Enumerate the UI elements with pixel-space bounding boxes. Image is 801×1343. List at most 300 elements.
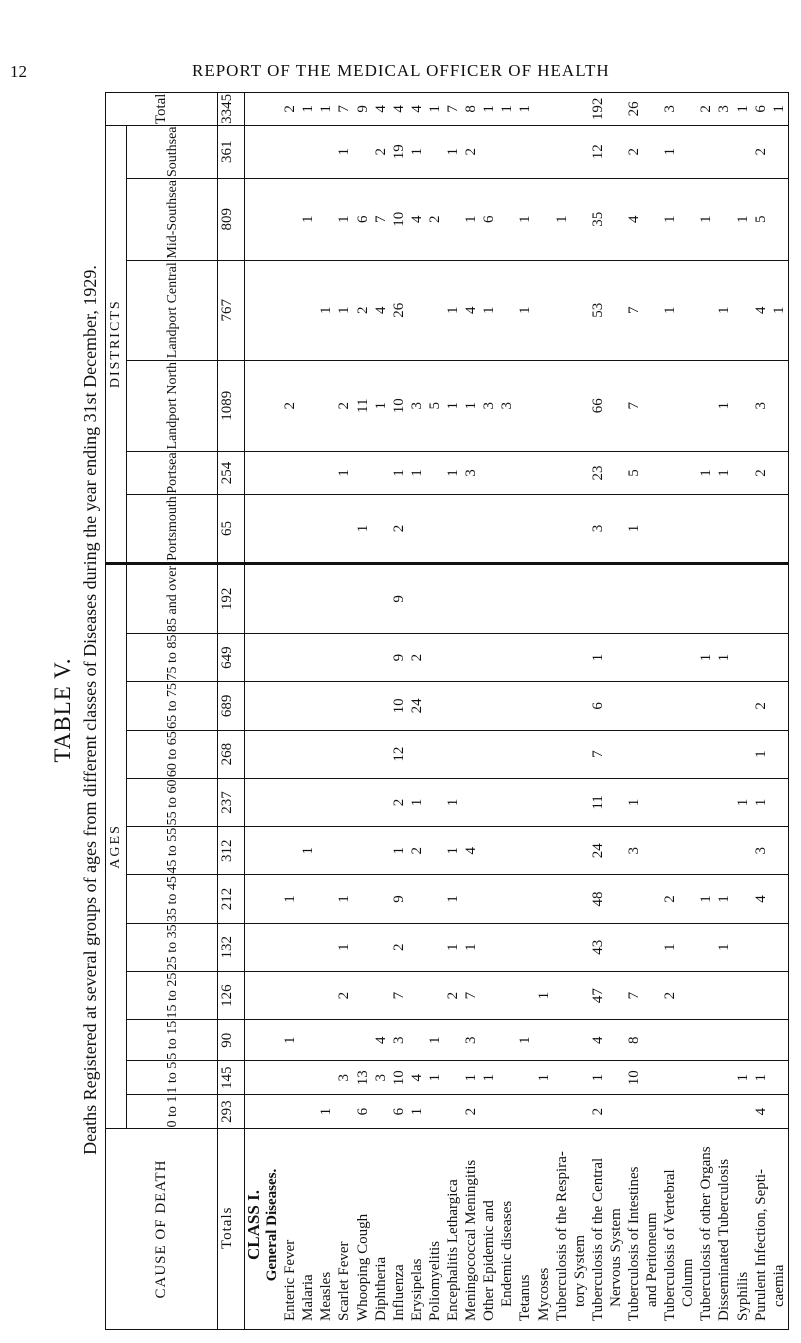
age-column-header: 35 to 45 (127, 875, 218, 923)
cell-value (426, 634, 444, 681)
cell-value (734, 1095, 752, 1128)
cell-value (679, 634, 697, 681)
cell-value (679, 972, 697, 1019)
cell-value (516, 972, 534, 1019)
cell-value (426, 875, 444, 922)
cell-value (480, 495, 498, 562)
cell-value: 1 (716, 653, 733, 662)
cell-value (643, 565, 661, 633)
cell-value (354, 452, 372, 494)
cell-value (299, 875, 317, 922)
cell-value (426, 827, 444, 874)
cell-value (571, 261, 589, 360)
cell-value: 1 (716, 895, 733, 903)
age-column-header: 25 to 35 (127, 923, 218, 971)
cell-value (535, 261, 553, 360)
heading-spacer (263, 495, 281, 562)
heading-spacer (263, 827, 281, 874)
heading-spacer (245, 1020, 263, 1060)
heading-spacer (263, 1095, 281, 1128)
heading-spacer (245, 361, 263, 451)
cell-value: 3 (372, 1073, 389, 1082)
cell-value (354, 1020, 372, 1060)
cell-value: 1 (300, 215, 317, 224)
cell-value (571, 827, 589, 874)
heading-spacer (263, 875, 281, 922)
cell-value (354, 682, 372, 729)
cell-value (426, 495, 444, 562)
cell-value (715, 126, 733, 178)
cell-value: 2 (589, 1107, 606, 1116)
cell-value (535, 565, 553, 633)
heading-spacer (263, 972, 281, 1019)
cell-value (643, 731, 661, 778)
cause-item: Diphtheria (372, 1256, 389, 1321)
heading-spacer (245, 93, 263, 125)
district-values-column (245, 451, 789, 494)
heading-spacer (245, 261, 263, 360)
cell-value (752, 972, 770, 1019)
cell-value (317, 1020, 335, 1060)
cause-item: Other Epidemic and (481, 1200, 498, 1321)
age-column-header: 75 to 85 (127, 633, 218, 681)
cell-value (715, 682, 733, 729)
cell-value (498, 779, 516, 826)
cause-item: Column (680, 1258, 697, 1307)
cell-value: 1 (734, 105, 751, 113)
cell-value (661, 1020, 679, 1060)
cell-value (697, 1061, 715, 1094)
cell-value: 47 (589, 988, 606, 1004)
cell-value (372, 972, 390, 1019)
cell-value: 2 (662, 991, 679, 1000)
cell-value (372, 731, 390, 778)
cell-value (752, 495, 770, 562)
page-number: 12 (10, 62, 27, 81)
cell-value: 6 (354, 1107, 371, 1116)
cell-value: 2 (752, 469, 769, 477)
cell-value: 7 (625, 306, 642, 314)
cell-value (643, 1095, 661, 1128)
cell-value: 4 (408, 1073, 425, 1082)
cell-value (571, 126, 589, 178)
heading-spacer (245, 972, 263, 1019)
cell-value: 1 (408, 1107, 425, 1116)
total-value: 132 (218, 923, 245, 971)
cell-value (625, 875, 643, 922)
total-value: 126 (218, 971, 245, 1019)
cell-value: 10 (390, 398, 407, 414)
cell-value (299, 261, 317, 360)
age-values-column (245, 682, 789, 730)
cell-value (553, 972, 571, 1019)
cell-value: 11 (589, 795, 606, 810)
cell-value (354, 779, 372, 826)
cell-value: 1 (517, 306, 534, 314)
cell-value (643, 779, 661, 826)
heading-spacer (245, 565, 263, 633)
cell-value: 192 (589, 97, 606, 121)
heading-spacer (263, 452, 281, 494)
cell-value: 5 (752, 215, 769, 224)
cause-item: caemia (770, 1264, 787, 1307)
cell-value (752, 565, 770, 633)
cell-value: 1 (662, 943, 679, 952)
cell-value (770, 1095, 788, 1128)
cell-value (281, 634, 299, 681)
cell-value (697, 731, 715, 778)
cell-value (643, 634, 661, 681)
cause-item: tory System (571, 1234, 588, 1307)
cell-value: 7 (445, 105, 462, 113)
cell-value (571, 682, 589, 729)
age-column-header: 45 to 55 (127, 827, 218, 875)
cell-value: 3 (752, 401, 769, 410)
total-value: 65 (218, 495, 245, 564)
cell-value (299, 361, 317, 451)
cell-value (553, 565, 571, 633)
cell-value: 7 (372, 215, 389, 224)
cell-value (734, 634, 752, 681)
cell-value (426, 565, 444, 633)
cell-value (571, 179, 589, 260)
cell-value (317, 924, 335, 971)
age-values-column (245, 875, 789, 923)
cell-value (498, 452, 516, 494)
age-values-column (245, 971, 789, 1019)
heading-spacer (245, 827, 263, 874)
cell-value: 1 (445, 401, 462, 410)
cell-value: 1 (336, 148, 353, 156)
cell-value (553, 495, 571, 562)
cell-value: 2 (426, 215, 443, 224)
cell-value (715, 565, 733, 633)
cell-value (734, 452, 752, 494)
heading-spacer (263, 682, 281, 729)
cell-value (480, 126, 498, 178)
cell-value (607, 565, 625, 633)
district-column-header: Landport Central (127, 260, 218, 360)
heading-spacer (245, 452, 263, 494)
cell-value: 1 (463, 215, 480, 224)
cell-value (607, 682, 625, 729)
cause-item: Tuberculosis of Intestines (625, 1166, 642, 1321)
age-column-header: 5 to 15 (127, 1020, 218, 1061)
heading-spacer (263, 1061, 281, 1094)
ages-header: AGES (106, 563, 127, 1128)
heading-spacer (263, 361, 281, 451)
cell-value: 12 (390, 746, 407, 762)
cell-value: 1 (716, 469, 733, 477)
cell-value: 4 (463, 846, 480, 855)
cell-value: 1 (752, 798, 769, 807)
cell-value (299, 1020, 317, 1060)
cell-value: 26 (390, 302, 407, 318)
cell-value (372, 875, 390, 922)
cell-value: 3 (390, 1036, 407, 1044)
table-subtitle: Deaths Registered at several groups of ages from different classes of Diseases during the year ending 31st December, 1929. (80, 265, 100, 1155)
cell-value (679, 731, 697, 778)
cell-value: 1 (300, 846, 317, 855)
age-values-column (245, 1061, 789, 1095)
cell-value: 1 (625, 798, 642, 807)
cell-value: 2 (752, 148, 769, 156)
cell-value (625, 1095, 643, 1128)
cell-value (607, 1095, 625, 1128)
cause-item: Tuberculosis of Vertebral (662, 1169, 679, 1321)
cause-item: Endemic diseases (499, 1200, 516, 1307)
cell-value: 1 (716, 401, 733, 410)
cell-value: 1 (390, 469, 407, 477)
cell-value: 1 (752, 1073, 769, 1082)
cell-value: 1 (662, 306, 679, 314)
cell-value (480, 875, 498, 922)
cell-value (607, 779, 625, 826)
cell-value (607, 924, 625, 971)
cell-value (444, 1061, 462, 1094)
total-value: 809 (218, 178, 245, 260)
cell-value: 1 (716, 943, 733, 952)
cell-value (661, 779, 679, 826)
cell-value: 1 (662, 148, 679, 156)
cell-value: 2 (354, 306, 371, 314)
cell-value: 8 (625, 1036, 642, 1044)
cell-value (498, 972, 516, 1019)
cell-value (770, 731, 788, 778)
cause-item: Whooping Cough (354, 1213, 371, 1321)
cell-value (317, 361, 335, 451)
cell-value (444, 731, 462, 778)
cell-value: 2 (445, 991, 462, 1000)
cell-value (679, 452, 697, 494)
cell-value: 53 (589, 302, 606, 318)
district-values-column (245, 360, 789, 451)
heading-spacer (245, 495, 263, 562)
cause-item: Influenza (390, 1264, 407, 1321)
cell-value (607, 731, 625, 778)
cell-value (643, 924, 661, 971)
cell-value (679, 126, 697, 178)
district-column-header: Landport North (127, 360, 218, 451)
cell-value (299, 634, 317, 681)
cell-value (335, 565, 353, 633)
total-value: 145 (218, 1061, 245, 1095)
cell-value (679, 1020, 697, 1060)
cell-value (553, 1061, 571, 1094)
cell-value (354, 972, 372, 1019)
cell-value: 1 (390, 846, 407, 855)
cell-value (734, 1020, 752, 1060)
cell-value: 1 (535, 991, 552, 1000)
age-column-header: 1 to 5 (127, 1061, 218, 1095)
heading-spacer (245, 634, 263, 681)
cell-value (281, 924, 299, 971)
cell-value (643, 126, 661, 178)
cell-value (679, 924, 697, 971)
cell-value: 3 (752, 846, 769, 855)
total-values-column (245, 93, 789, 126)
cell-value (299, 126, 317, 178)
cell-value: 48 (589, 891, 606, 907)
cell-value (697, 361, 715, 451)
cell-value: 1 (282, 1036, 299, 1044)
cell-value (498, 1020, 516, 1060)
age-values-column (245, 923, 789, 971)
cell-value (571, 779, 589, 826)
cell-value: 4 (408, 215, 425, 224)
cell-value (480, 452, 498, 494)
cell-value: 1 (589, 1073, 606, 1082)
age-column-header: 60 to 65 (127, 730, 218, 778)
cell-value: 9 (390, 653, 407, 662)
cell-value (426, 972, 444, 1019)
cell-value: 12 (589, 144, 606, 160)
cell-value (426, 924, 444, 971)
cell-value: 7 (390, 991, 407, 1000)
cell-value (625, 924, 643, 971)
cell-value (553, 126, 571, 178)
cell-value: 2 (463, 148, 480, 156)
district-values-column (245, 178, 789, 260)
cause-item: Enteric Fever (282, 1239, 299, 1321)
cell-value (643, 682, 661, 729)
cell-value (734, 565, 752, 633)
cell-value (299, 452, 317, 494)
class-one-body-row (245, 93, 789, 1330)
heading-spacer (263, 93, 281, 125)
cause-of-death-header: CAUSE OF DEATH (106, 1129, 218, 1330)
cell-value (715, 779, 733, 826)
report-title: REPORT OF THE MEDICAL OFFICER OF HEALTH (192, 61, 610, 80)
cell-value: 1 (517, 105, 534, 113)
cell-value: 4 (372, 306, 389, 314)
cell-value: 9 (390, 895, 407, 903)
cell-value: 8 (463, 105, 480, 113)
cell-value: 1 (318, 1107, 335, 1116)
cell-value (661, 452, 679, 494)
cell-value (299, 924, 317, 971)
cell-value (643, 261, 661, 360)
cell-value (571, 924, 589, 971)
total-value: 268 (218, 730, 245, 778)
cell-value (770, 1020, 788, 1060)
cell-value (498, 924, 516, 971)
cell-value (354, 634, 372, 681)
cell-value (715, 731, 733, 778)
totals-label: Totals (218, 1129, 245, 1330)
cell-value (516, 779, 534, 826)
cell-value: 4 (752, 1107, 769, 1116)
cell-value (697, 126, 715, 178)
cell-value (661, 495, 679, 562)
cell-value (498, 1095, 516, 1128)
cell-value: 1 (463, 401, 480, 410)
cell-value: 1 (354, 524, 371, 533)
cell-value (571, 972, 589, 1019)
cell-value (462, 779, 480, 826)
causes-cell (245, 1129, 789, 1330)
cell-value (625, 682, 643, 729)
cell-value (281, 779, 299, 826)
cell-value (335, 1020, 353, 1060)
cell-value (679, 495, 697, 562)
cell-value: 3 (463, 1036, 480, 1044)
total-value: 212 (218, 875, 245, 923)
cell-value: 1 (445, 148, 462, 156)
district-values-column (245, 260, 789, 360)
cell-value (643, 179, 661, 260)
cell-value (299, 565, 317, 633)
cell-value (516, 634, 534, 681)
cell-value (426, 779, 444, 826)
cell-value (498, 1061, 516, 1094)
cell-value (625, 731, 643, 778)
cell-value (480, 682, 498, 729)
cell-value (372, 779, 390, 826)
cell-value (498, 875, 516, 922)
cell-value: 35 (589, 211, 606, 227)
cell-value: 3 (481, 401, 498, 410)
cell-value: 3 (662, 105, 679, 113)
cell-value: 1 (318, 306, 335, 314)
cell-value: 1 (481, 306, 498, 314)
cell-value (535, 779, 553, 826)
cell-value (317, 827, 335, 874)
cell-value: 1 (445, 895, 462, 903)
cell-value (715, 1095, 733, 1128)
cell-value: 26 (625, 101, 642, 117)
cell-value (299, 1095, 317, 1128)
cell-value (335, 779, 353, 826)
cell-value (444, 634, 462, 681)
cell-value: 2 (372, 148, 389, 156)
cell-value (571, 875, 589, 922)
cell-value (281, 1095, 299, 1128)
cell-value (535, 1020, 553, 1060)
cell-value (516, 126, 534, 178)
cell-value (734, 682, 752, 729)
cell-value: 1 (336, 895, 353, 903)
total-value: 237 (218, 778, 245, 826)
cell-value: 24 (589, 843, 606, 859)
cell-value (571, 1061, 589, 1094)
cell-value (571, 1095, 589, 1128)
cell-value: 1 (336, 469, 353, 477)
cell-value: 9 (354, 105, 371, 113)
cell-value (734, 731, 752, 778)
cell-value: 2 (336, 991, 353, 1000)
cell-value: 2 (408, 653, 425, 662)
cell-value (516, 1061, 534, 1094)
cell-value (317, 682, 335, 729)
heading-spacer (245, 179, 263, 260)
cause-item: Nervous System (607, 1208, 624, 1307)
cell-value: 6 (390, 1107, 407, 1116)
cell-value (734, 924, 752, 971)
cell-value: 2 (625, 148, 642, 156)
cell-value (697, 682, 715, 729)
class-heading: CLASS I. (244, 1190, 263, 1260)
cell-value (335, 731, 353, 778)
cell-value (299, 495, 317, 562)
cell-value (408, 565, 426, 633)
cell-value (697, 261, 715, 360)
cell-value: 19 (390, 144, 407, 160)
cell-value (553, 261, 571, 360)
age-column-header: 85 and over (127, 563, 218, 633)
cell-value (299, 1061, 317, 1094)
cell-value (679, 361, 697, 451)
